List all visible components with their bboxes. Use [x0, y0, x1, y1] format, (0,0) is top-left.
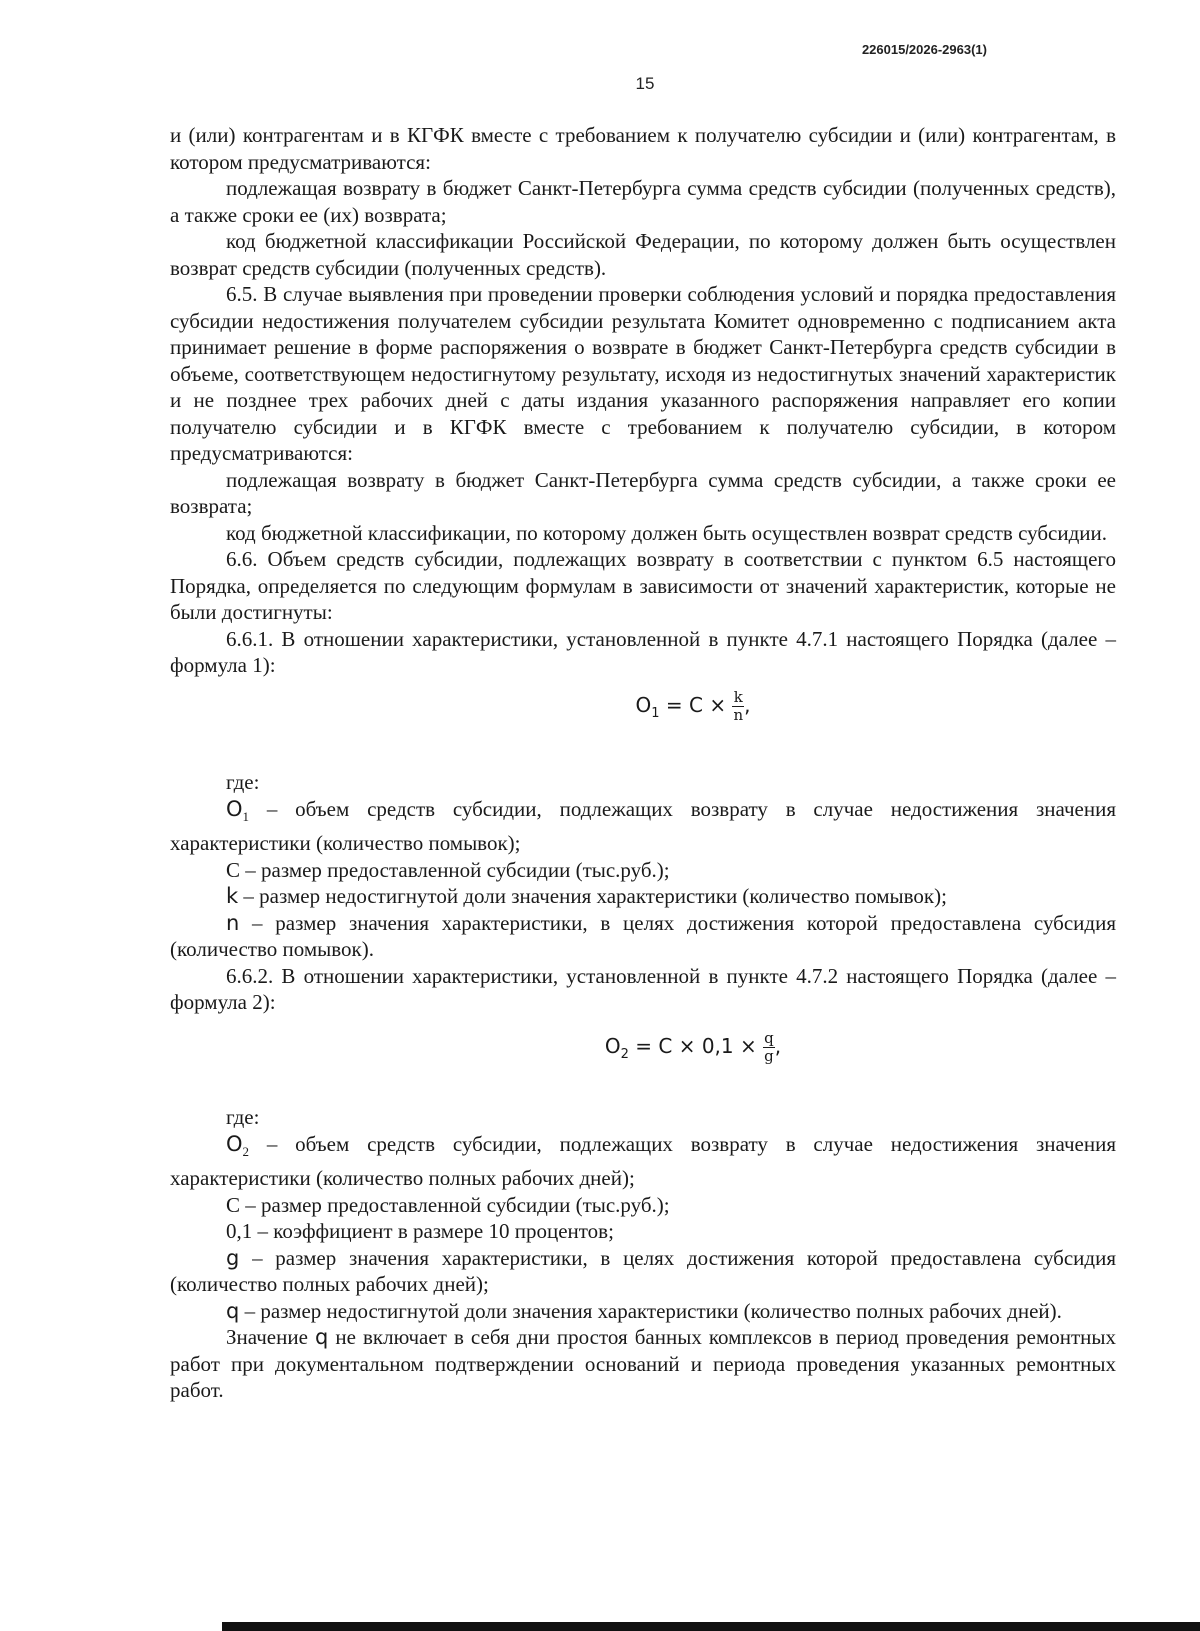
o1-symbol: O — [226, 796, 243, 821]
paragraph: подлежащая возврату в бюджет Санкт-Петербурга сумма средств субсидии (полученных средств), а также сроки ее (их) возврата; — [170, 176, 1116, 227]
definition-o1 — [170, 796, 1116, 857]
definition-k — [170, 883, 1116, 910]
definition-coefficient: 0,1 – коэффициент в размере 10 процентов; — [226, 1219, 614, 1244]
formula-1-subscript: 1 — [651, 705, 660, 721]
paragraph: подлежащая возврату в бюджет Санкт-Петербурга сумма средств субсидии, а также сроки ее возврата; — [170, 467, 1116, 518]
formula-2 — [170, 1030, 1116, 1069]
q-definition: – размер недостигнутой доли значения характеристики (количество полных рабочих дней). — [239, 1298, 1062, 1323]
q-note-prefix: Значение — [226, 1325, 315, 1350]
formula-2-operators: = C × 0,1 × — [628, 1033, 764, 1058]
k-definition: – размер недостигнутой доли значения характеристики (количество помывок); — [238, 884, 947, 909]
g-definition: – размер значения характеристики, в целях достижения которой предоставлена субсидия (количество полных рабочих дней); — [170, 1245, 1116, 1297]
document-registration-number: 226015/2026-2963(1) — [861, 42, 987, 57]
definition-c: С – размер предоставленной субсидии (тыс.руб.); — [226, 857, 670, 882]
scan-edge-bar — [222, 1622, 1200, 1631]
k-symbol: k — [226, 884, 239, 909]
paragraph-6-6-2: 6.6.2. В отношении характеристики, установленной в пункте 4.7.2 настоящего Порядка (далее – формула 2): — [170, 963, 1116, 1015]
paragraph-q-note — [170, 1324, 1116, 1404]
n-symbol: n — [226, 910, 240, 935]
paragraph-6-5: 6.5. В случае выявления при проведении проверки соблюдения условий и порядка предоставления субсидии недостижения получателем субсидии результата Комитет одновременно с подписанием акта принимает решение в форме распоряжения о возврате в бюджет Санкт-Петербурга средств субсидии в объеме, соответствующем недостигнутому результату, исходя из недостигнутых значений характеристик и не позднее трех рабочих дней с даты издания указанного распоряжения направляет его копии получателю субсидии и в КГФК вместе с требованием к получателю субсидии, в котором предусматриваются: — [170, 282, 1116, 465]
definition-c: С – размер предоставленной субсидии (тыс.руб.); — [226, 1192, 670, 1217]
formula-1-denominator: n — [733, 705, 744, 724]
formula-1-lhs: O — [635, 692, 652, 717]
page-number: 15 — [635, 74, 655, 93]
formula-1-tail: , — [744, 692, 751, 717]
formula-1-fraction — [732, 689, 744, 724]
definition-o2 — [170, 1131, 1116, 1192]
definition-g — [170, 1245, 1116, 1298]
o2-subscript: 2 — [242, 1143, 250, 1159]
paragraph: код бюджетной классификации, по которому должен быть осуществлен возврат средств субсидии. — [226, 520, 1108, 545]
n-definition: – размер значения характеристики, в целях достижения которой предоставлена субсидия (количество помывок). — [170, 910, 1116, 962]
o1-definition: – объем средств субсидии, подлежащих возврату в случае недостижения значения характеристики (количество помывок); — [170, 796, 1116, 856]
formula-2-fraction — [763, 1030, 775, 1065]
formula-2-tail: , — [774, 1033, 782, 1058]
formula-2-numerator: q — [764, 1028, 774, 1047]
formula-1-numerator: k — [733, 687, 743, 706]
formula-1-operators: = C × — [659, 692, 733, 717]
o1-subscript: 1 — [242, 808, 250, 824]
definition-n — [170, 910, 1116, 963]
definition-q — [170, 1298, 1116, 1325]
formula-2-denominator: g — [764, 1046, 774, 1065]
formula-2-lhs: O — [604, 1033, 621, 1058]
o2-symbol: O — [226, 1131, 243, 1156]
q-note-symbol: q — [314, 1325, 329, 1350]
g-symbol: g — [226, 1245, 240, 1270]
paragraph-6-6: 6.6. Объем средств субсидии, подлежащих возврату в соответствии с пунктом 6.5 настоящего Порядка, определяется по следующим формулам в зависимости от значений характеристик, которые не были достигнуты: — [170, 547, 1116, 624]
paragraph: и (или) контрагентам и в КГФК вместе с требованием к получателю субсидии и (или) контрагентам, в котором предусматриваются: — [170, 123, 1116, 174]
where-label: где: — [226, 1105, 260, 1130]
where-label: где: — [226, 770, 260, 794]
formula-1 — [170, 689, 1116, 728]
paragraph-6-6-1: 6.6.1. В отношении характеристики, установленной в пункте 4.7.1 настоящего Порядка (далее – формула 1): — [170, 626, 1116, 677]
o2-definition: – объем средств субсидии, подлежащих возврату в случае недостижения значения характеристики (количество полных рабочих дней); — [170, 1131, 1116, 1191]
q-symbol: q — [226, 1298, 240, 1323]
q-note-text: не включает в себя дни простоя банных комплексов в период проведения ремонтных работ при документальном подтверждении оснований и периода проведения указанных ремонтных работ. — [170, 1325, 1116, 1403]
paragraph: код бюджетной классификации Российской Федерации, по которому должен быть осуществлен возврат средств субсидии (полученных средств). — [170, 229, 1116, 280]
document-body — [170, 122, 1116, 1404]
formula-2-subscript: 2 — [620, 1046, 629, 1062]
